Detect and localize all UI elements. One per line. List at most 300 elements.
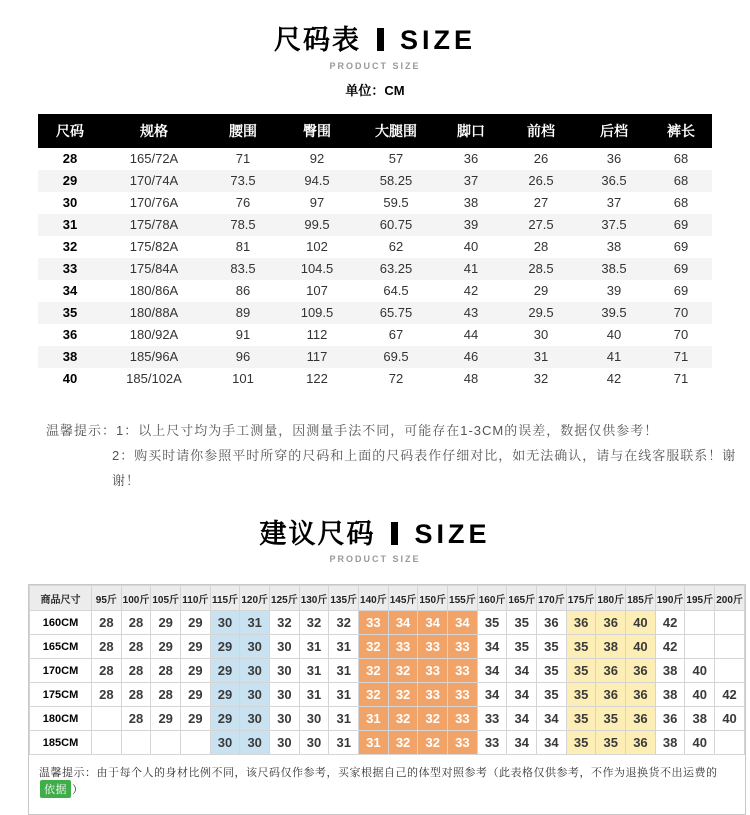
- suggest-table-weight-header: 125斤: [270, 586, 300, 611]
- suggest-table-weight-header: 165斤: [507, 586, 537, 611]
- suggest-table-weight-header: 100斤: [121, 586, 151, 611]
- notes: [46, 418, 750, 494]
- suggest-table-cell: 31: [329, 635, 359, 659]
- size-table-cell: 40: [62, 371, 78, 387]
- suggest-table-cell: 28: [121, 611, 151, 635]
- size-table-row: [38, 280, 712, 302]
- suggest-table-cell: [685, 635, 715, 659]
- suggest-table-height-label: 160CM: [30, 611, 92, 635]
- suggest-table-cell: 31: [240, 611, 270, 635]
- suggest-table-cell: 28: [121, 659, 151, 683]
- suggest-table: [29, 585, 745, 755]
- suggest-table-cell: 36: [566, 611, 596, 635]
- unit-label: 单位：CM: [345, 82, 405, 98]
- suggest-table-cell: 31: [329, 707, 359, 731]
- suggest-table-row: [30, 635, 745, 659]
- size-table-cell: 185/96A: [129, 349, 179, 365]
- size-table-cell: 40: [606, 327, 622, 343]
- size-table-row: [38, 148, 712, 170]
- size-table-cell: 29: [62, 173, 78, 189]
- size-table-body: [38, 148, 712, 390]
- suggest-table-cell: [181, 731, 211, 755]
- suggest-table-weight-header: 200斤: [715, 586, 745, 611]
- suggest-table-cell: 38: [596, 635, 626, 659]
- size-table-cell: 31: [533, 349, 549, 365]
- suggest-table-cell: 35: [537, 683, 567, 707]
- suggest-table-weight-header: 180斤: [596, 586, 626, 611]
- suggest-table-cell: 36: [655, 707, 685, 731]
- note-line-1: 温馨提示：1：以上尺寸均为手工测量，因测量手法不同，可能存在1-3CM的误差，数据仅供参考！: [46, 422, 659, 438]
- size-table-row: [38, 192, 712, 214]
- suggest-table-cell: 30: [270, 707, 300, 731]
- size-table-cell: 31: [62, 217, 78, 233]
- size-table-cell: 26: [533, 151, 549, 167]
- suggest-table-cell: 34: [477, 635, 507, 659]
- suggest-table-weight-header: 150斤: [418, 586, 448, 611]
- size-table-cell: 40: [463, 239, 479, 255]
- size-table-column-header: 尺码: [38, 114, 102, 148]
- suggest-table-cell: 29: [210, 659, 240, 683]
- suggest-table-weight-header: 115斤: [210, 586, 240, 611]
- title-divider: [391, 522, 398, 545]
- suggest-table-cell: 31: [299, 659, 329, 683]
- size-table-column-header: 臀围: [280, 114, 354, 148]
- suggest-table-cell: 29: [181, 611, 211, 635]
- size-table-cell: 34: [62, 283, 78, 299]
- suggest-table-cell: 36: [626, 683, 656, 707]
- size-table-cell: 180/92A: [129, 327, 179, 343]
- suggest-table-cell: 34: [418, 611, 448, 635]
- size-table-row: [38, 170, 712, 192]
- suggest-table-cell: 33: [418, 683, 448, 707]
- suggest-table-cell: 33: [448, 683, 478, 707]
- suggest-table-cell: 30: [240, 707, 270, 731]
- suggest-table-weight-header: 130斤: [299, 586, 329, 611]
- size-table-cell: 43: [463, 305, 479, 321]
- size-table-cell: 30: [533, 327, 549, 343]
- size-table-cell: 170/76A: [129, 195, 179, 211]
- suggest-table-cell: 36: [596, 659, 626, 683]
- suggest-title: [0, 520, 750, 550]
- suggest-table-cell: 33: [418, 635, 448, 659]
- suggest-table-cell: 30: [240, 659, 270, 683]
- suggest-table-cell: 34: [537, 731, 567, 755]
- suggest-table-cell: 36: [626, 659, 656, 683]
- size-table-cell: 112: [306, 327, 328, 343]
- suggest-table-cell: 32: [388, 659, 418, 683]
- suggest-table-cell: 32: [359, 635, 389, 659]
- size-table-cell: 165/72A: [129, 151, 179, 167]
- suggest-table-cell: 38: [655, 659, 685, 683]
- suggest-table-cell: 33: [359, 611, 389, 635]
- size-table-cell: 86: [235, 283, 251, 299]
- suggest-table-cell: 32: [388, 683, 418, 707]
- suggest-table-cell: 29: [151, 635, 181, 659]
- suggest-table-weight-header: 140斤: [359, 586, 389, 611]
- suggest-table-weight-header: 110斤: [181, 586, 211, 611]
- suggest-table-cell: 28: [151, 683, 181, 707]
- size-table-cell: 104.5: [300, 261, 334, 277]
- suggest-table-cell: 32: [388, 707, 418, 731]
- suggest-table-height-label: 165CM: [30, 635, 92, 659]
- suggest-table-cell: 40: [685, 659, 715, 683]
- product-size-subtitle-2: PRODUCT SIZE: [329, 554, 421, 565]
- suggest-table-cell: 42: [655, 635, 685, 659]
- suggest-table-cell: 35: [537, 635, 567, 659]
- suggest-table-cell: 30: [270, 683, 300, 707]
- suggest-table-cell: 35: [566, 731, 596, 755]
- size-table: [38, 114, 712, 390]
- suggest-table-cell: 33: [448, 731, 478, 755]
- suggest-table-cell: 40: [626, 611, 656, 635]
- suggest-table-cell: 35: [596, 731, 626, 755]
- suggest-table-weight-header: 155斤: [448, 586, 478, 611]
- suggest-table-row: [30, 731, 745, 755]
- size-table-cell: 96: [235, 349, 251, 365]
- suggest-table-cell: 28: [92, 635, 122, 659]
- suggest-table-cell: 32: [418, 707, 448, 731]
- suggest-table-cell: 35: [566, 635, 596, 659]
- suggest-table-cell: 31: [329, 683, 359, 707]
- suggest-table-weight-header: 195斤: [685, 586, 715, 611]
- size-title-cn: 尺码表: [273, 25, 361, 55]
- suggest-table-cell: 33: [448, 707, 478, 731]
- size-table-header-row: [38, 114, 712, 148]
- size-table-cell: 68: [673, 151, 689, 167]
- suggest-table-cell: [151, 731, 181, 755]
- size-table-cell: 69: [673, 217, 689, 233]
- size-table-cell: 76: [235, 195, 251, 211]
- size-table-cell: 71: [235, 151, 251, 167]
- suggest-table-cell: 29: [210, 635, 240, 659]
- suggest-table-cell: [715, 611, 745, 635]
- size-table-cell: 99.5: [304, 217, 330, 233]
- suggest-table-cell: 32: [270, 611, 300, 635]
- suggest-table-cell: [715, 731, 745, 755]
- size-table-cell: 58.25: [379, 173, 413, 189]
- size-table-cell: 175/84A: [129, 261, 179, 277]
- suggest-table-cell: 32: [359, 659, 389, 683]
- size-table-column-header: 后档: [578, 114, 650, 148]
- size-table-cell: 67: [388, 327, 404, 343]
- size-section-title: [0, 0, 750, 99]
- suggest-table-cell: 32: [359, 683, 389, 707]
- size-table-cell: 28: [62, 151, 78, 167]
- size-table-cell: 170/74A: [129, 173, 179, 189]
- suggest-table-weight-header: 175斤: [566, 586, 596, 611]
- suggest-table-cell: 34: [477, 659, 507, 683]
- suggest-table-body: [30, 611, 745, 755]
- size-table-cell: 92: [309, 151, 325, 167]
- size-title: [0, 26, 750, 56]
- suggest-table-cell: 30: [240, 635, 270, 659]
- suggest-table-cell: 34: [507, 731, 537, 755]
- suggest-table-cell: 28: [92, 611, 122, 635]
- size-table-cell: 94.5: [304, 173, 330, 189]
- suggest-table-cell: 28: [121, 683, 151, 707]
- suggest-table-cell: 38: [655, 731, 685, 755]
- suggest-table-cell: 36: [596, 683, 626, 707]
- suggest-table-cell: 36: [626, 731, 656, 755]
- size-table-cell: 59.5: [383, 195, 409, 211]
- suggest-table-cell: 29: [181, 707, 211, 731]
- suggest-table-cell: [715, 659, 745, 683]
- size-table-column-header: 规格: [102, 114, 206, 148]
- size-table-cell: 102: [306, 239, 328, 255]
- suggest-table-cell: 31: [359, 731, 389, 755]
- size-table-cell: 69: [673, 261, 689, 277]
- suggest-table-cell: 40: [685, 683, 715, 707]
- size-table-cell: 39: [463, 217, 479, 233]
- size-table-cell: 38: [463, 195, 479, 211]
- size-table-cell: 97: [309, 195, 325, 211]
- suggest-table-cell: 33: [477, 731, 507, 755]
- size-table-row: [38, 302, 712, 324]
- size-table-cell: 38: [606, 239, 622, 255]
- size-table-cell: 26.5: [528, 173, 554, 189]
- suggest-table-cell: 31: [299, 635, 329, 659]
- size-table-cell: 175/78A: [129, 217, 179, 233]
- size-table-cell: 175/82A: [129, 239, 179, 255]
- size-table-cell: 71: [673, 349, 689, 365]
- size-table-cell: 42: [606, 371, 622, 387]
- suggest-table-cell: 31: [329, 731, 359, 755]
- size-table-cell: 36: [62, 327, 78, 343]
- suggest-table-cell: 28: [92, 659, 122, 683]
- size-table-cell: 69: [673, 239, 689, 255]
- suggest-table-cell: 36: [596, 611, 626, 635]
- suggest-table-cell: [121, 731, 151, 755]
- size-table-row: [38, 214, 712, 236]
- size-table-row: [38, 368, 712, 390]
- title-divider: [377, 28, 384, 51]
- size-table-cell: 37: [606, 195, 622, 211]
- suggest-table-wrap: [28, 584, 746, 815]
- size-table-cell: 78.5: [230, 217, 256, 233]
- size-table-cell: 91: [235, 327, 251, 343]
- size-table-cell: 36.5: [601, 173, 627, 189]
- suggest-table-weight-header: 120斤: [240, 586, 270, 611]
- size-table-cell: 39.5: [601, 305, 627, 321]
- size-table-cell: 72: [388, 371, 404, 387]
- size-table-cell: 57: [388, 151, 404, 167]
- size-table-cell: 60.75: [379, 217, 413, 233]
- suggest-table-cell: [92, 731, 122, 755]
- size-table-column-header: 脚口: [438, 114, 504, 148]
- suggest-table-cell: [92, 707, 122, 731]
- suggest-table-cell: 29: [151, 707, 181, 731]
- suggest-table-cell: 35: [566, 659, 596, 683]
- suggest-table-row: [30, 707, 745, 731]
- suggest-table-cell: 30: [240, 731, 270, 755]
- suggest-table-cell: 29: [210, 683, 240, 707]
- suggest-table-row: [30, 659, 745, 683]
- size-table-cell: 29: [533, 283, 549, 299]
- suggest-table-corner-header: 商品尺寸: [30, 586, 92, 611]
- suggest-table-weight-header: 170斤: [537, 586, 567, 611]
- suggest-table-cell: 34: [507, 683, 537, 707]
- size-table-cell: 39: [606, 283, 622, 299]
- size-table-cell: 41: [463, 261, 479, 277]
- suggest-table-weight-header: 95斤: [92, 586, 122, 611]
- size-table-cell: 38: [62, 349, 78, 365]
- suggest-table-cell: 29: [181, 683, 211, 707]
- bottom-note-text: 温馨提示：由于每个人的身材比例不同，该尺码仅作参考，买家根据自己的体型对照参考（此表格仅供参考，不作为退换货不出运费的: [39, 767, 718, 780]
- suggest-table-cell: 31: [329, 659, 359, 683]
- suggest-table-cell: 40: [715, 707, 745, 731]
- bottom-note: [29, 755, 745, 814]
- size-title-en: SIZE: [399, 25, 476, 55]
- size-table-cell: 180/88A: [129, 305, 179, 321]
- suggest-table-cell: 30: [270, 635, 300, 659]
- suggest-table-cell: 34: [507, 659, 537, 683]
- size-table-cell: 68: [673, 173, 689, 189]
- size-table-cell: 42: [463, 283, 479, 299]
- size-table-cell: 107: [306, 283, 328, 299]
- size-table-cell: 36: [463, 151, 479, 167]
- suggest-table-cell: 29: [181, 659, 211, 683]
- suggest-table-cell: 34: [537, 707, 567, 731]
- suggest-table-weight-header: 145斤: [388, 586, 418, 611]
- suggest-table-weight-header: 185斤: [626, 586, 656, 611]
- size-table-cell: 83.5: [230, 261, 256, 277]
- size-table-cell: 41: [606, 349, 622, 365]
- suggest-table-weight-header: 160斤: [477, 586, 507, 611]
- suggest-table-cell: 38: [685, 707, 715, 731]
- size-table-cell: 70: [673, 305, 689, 321]
- suggest-table-cell: 33: [448, 659, 478, 683]
- suggest-table-height-label: 175CM: [30, 683, 92, 707]
- size-table-column-header: 大腿围: [354, 114, 438, 148]
- size-table-row: [38, 324, 712, 346]
- suggest-table-cell: 33: [448, 635, 478, 659]
- suggest-table-cell: 29: [181, 635, 211, 659]
- size-table-cell: 180/86A: [129, 283, 179, 299]
- suggest-table-cell: 31: [359, 707, 389, 731]
- size-table-cell: 71: [673, 371, 689, 387]
- size-table-cell: 48: [463, 371, 479, 387]
- bottom-note-suffix: ）: [72, 784, 84, 797]
- size-table-cell: 46: [463, 349, 479, 365]
- size-table-cell: 32: [533, 371, 549, 387]
- suggest-table-cell: 35: [566, 683, 596, 707]
- size-table-cell: 44: [463, 327, 479, 343]
- suggest-table-cell: 36: [626, 707, 656, 731]
- size-table-cell: 28.5: [528, 261, 554, 277]
- size-table-cell: 33: [62, 261, 78, 277]
- size-table-column-header: 裤长: [650, 114, 712, 148]
- suggest-table-cell: 28: [151, 659, 181, 683]
- size-table-cell: 185/102A: [126, 371, 182, 387]
- size-table-cell: 38.5: [601, 261, 627, 277]
- suggest-table-cell: 33: [477, 707, 507, 731]
- suggest-table-cell: 38: [655, 683, 685, 707]
- size-table-cell: 69: [673, 283, 689, 299]
- size-table-cell: 81: [235, 239, 251, 255]
- suggest-table-cell: 33: [388, 635, 418, 659]
- size-table-cell: 28: [533, 239, 549, 255]
- suggest-table-cell: 29: [151, 611, 181, 635]
- size-table-cell: 29.5: [528, 305, 554, 321]
- suggest-table-cell: 35: [507, 611, 537, 635]
- suggest-table-cell: 30: [210, 611, 240, 635]
- suggest-table-row: [30, 683, 745, 707]
- suggest-table-cell: 30: [240, 683, 270, 707]
- suggest-table-cell: 40: [685, 731, 715, 755]
- suggest-table-cell: 33: [418, 659, 448, 683]
- suggest-table-cell: 36: [537, 611, 567, 635]
- suggest-section-title: [0, 494, 750, 565]
- size-table-row: [38, 258, 712, 280]
- size-table-cell: 37.5: [601, 217, 627, 233]
- suggest-table-cell: 28: [121, 635, 151, 659]
- suggest-table-cell: 42: [655, 611, 685, 635]
- suggest-table-cell: 30: [299, 707, 329, 731]
- suggest-table-cell: 42: [715, 683, 745, 707]
- size-table-cell: 117: [306, 349, 328, 365]
- suggest-table-weight-header: 190斤: [655, 586, 685, 611]
- size-table-cell: 89: [235, 305, 251, 321]
- size-table-cell: 32: [62, 239, 78, 255]
- size-table-cell: 63.25: [379, 261, 413, 277]
- size-table-cell: 109.5: [300, 305, 334, 321]
- suggest-table-cell: 31: [299, 683, 329, 707]
- suggest-title-en: SIZE: [414, 518, 491, 549]
- size-table-cell: 122: [306, 371, 328, 387]
- size-table-cell: 68: [673, 195, 689, 211]
- size-table-cell: 101: [232, 371, 254, 387]
- suggest-table-cell: 35: [596, 707, 626, 731]
- suggest-table-cell: 34: [507, 707, 537, 731]
- size-table-cell: 70: [673, 327, 689, 343]
- suggest-table-height-label: 180CM: [30, 707, 92, 731]
- product-size-subtitle: PRODUCT SIZE: [329, 60, 421, 71]
- suggest-table-cell: 32: [388, 731, 418, 755]
- suggest-table-height-label: 170CM: [30, 659, 92, 683]
- size-table-cell: 64.5: [383, 283, 409, 299]
- suggest-table-row: [30, 611, 745, 635]
- suggest-table-weight-header: 105斤: [151, 586, 181, 611]
- size-table-cell: 27.5: [528, 217, 554, 233]
- size-table-row: [38, 346, 712, 368]
- suggest-table-cell: 35: [537, 659, 567, 683]
- suggest-title-cn: 建议尺码: [259, 518, 376, 549]
- suggest-table-cell: 30: [210, 731, 240, 755]
- size-table-column-header: 前档: [504, 114, 578, 148]
- suggest-table-cell: 30: [270, 659, 300, 683]
- suggest-table-height-label: 185CM: [30, 731, 92, 755]
- bottom-note-highlight: 依据: [40, 780, 71, 798]
- suggest-table-cell: 35: [566, 707, 596, 731]
- suggest-table-cell: 40: [626, 635, 656, 659]
- suggest-table-cell: 32: [329, 611, 359, 635]
- size-table-cell: 65.75: [379, 305, 413, 321]
- suggest-table-cell: 30: [299, 731, 329, 755]
- suggest-table-cell: 34: [388, 611, 418, 635]
- size-table-column-header: 腰围: [206, 114, 280, 148]
- suggest-table-cell: 32: [299, 611, 329, 635]
- suggest-table-cell: 28: [121, 707, 151, 731]
- size-table-cell: 37: [463, 173, 479, 189]
- suggest-table-cell: [715, 635, 745, 659]
- suggest-table-cell: 34: [448, 611, 478, 635]
- size-table-row: [38, 236, 712, 258]
- note-line-2: 2：购买时请你参照平时所穿的尺码和上面的尺码表作仔细对比，如无法确认，请与在线客服联系！谢谢！: [112, 448, 737, 489]
- suggest-table-cell: 30: [270, 731, 300, 755]
- size-table-cell: 27: [533, 195, 549, 211]
- suggest-table-cell: [685, 611, 715, 635]
- suggest-table-cell: 29: [210, 707, 240, 731]
